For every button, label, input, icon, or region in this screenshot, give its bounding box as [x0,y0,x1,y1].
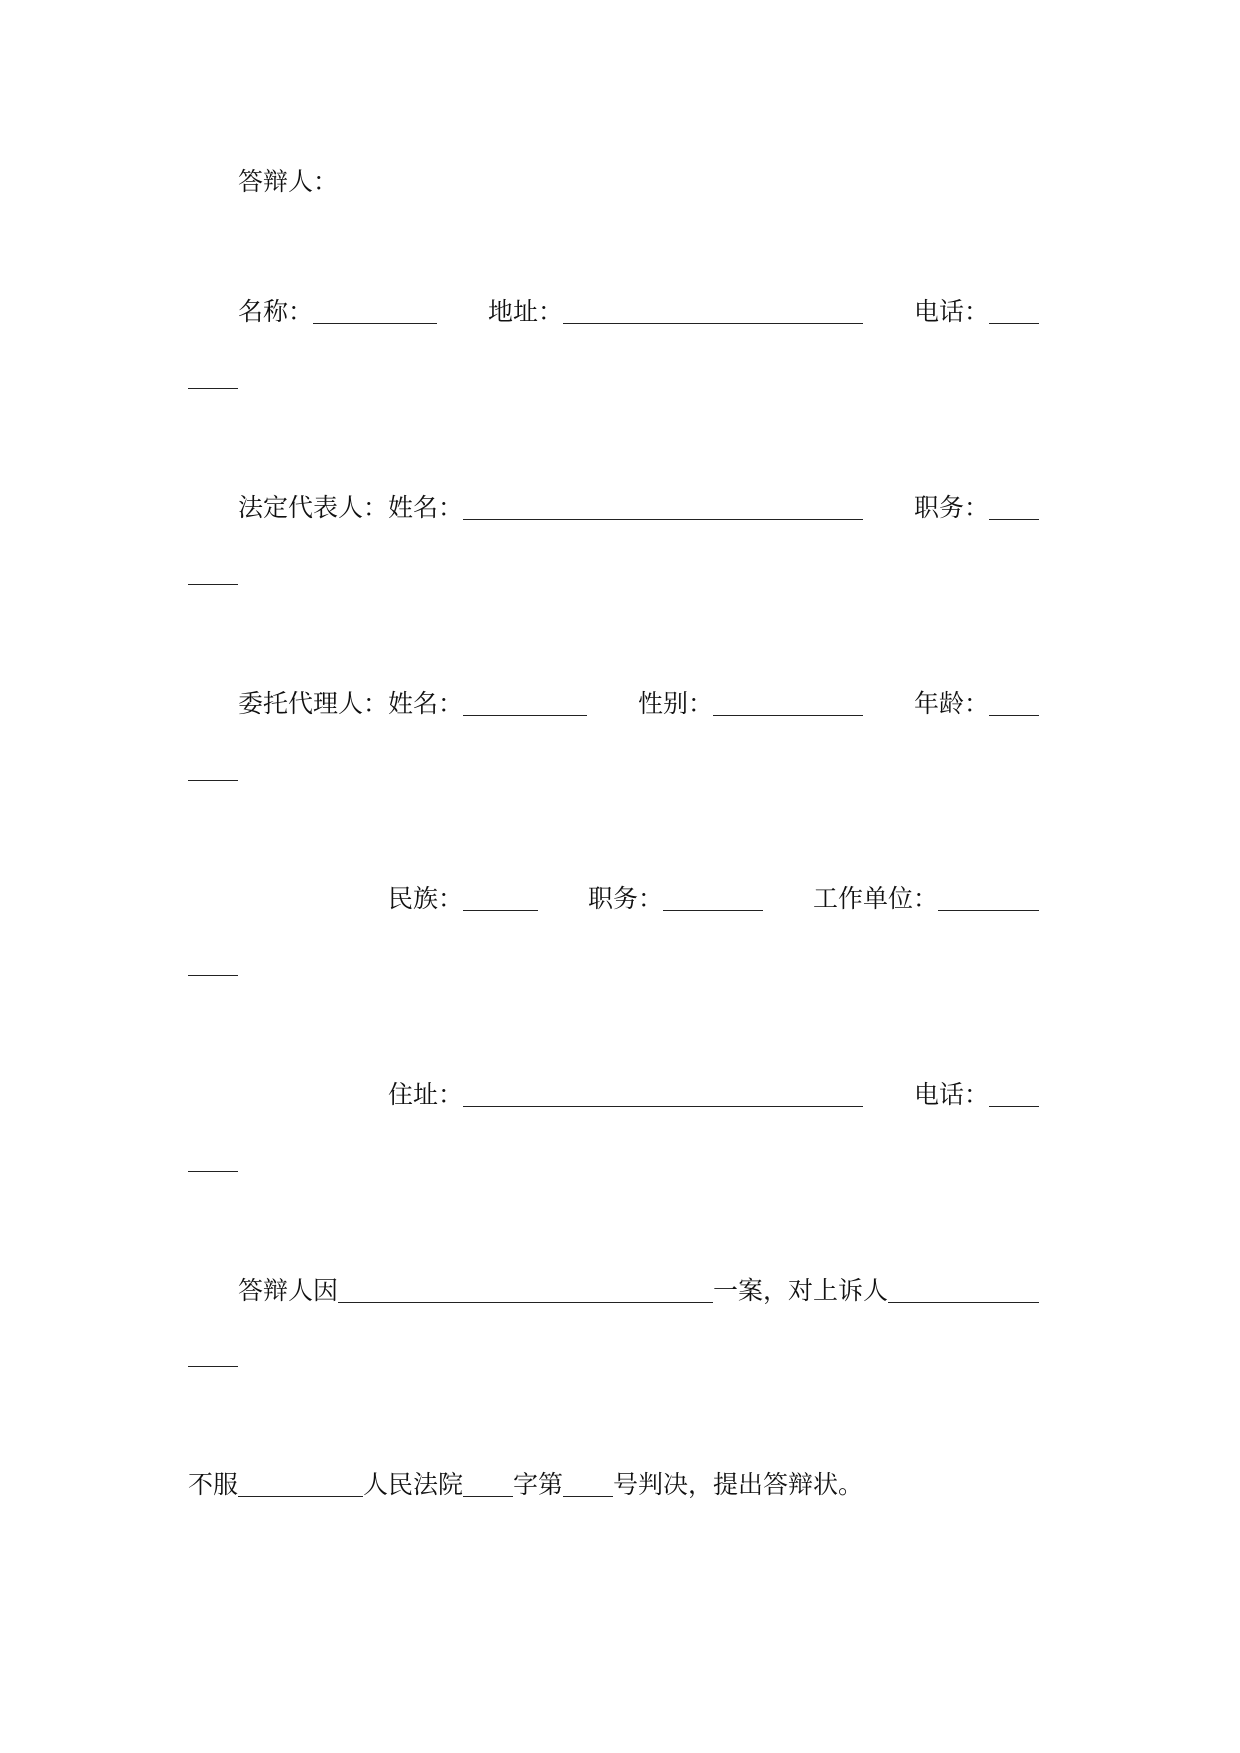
workplace-label: 工作单位： [813,884,939,913]
workplace-blank[interactable] [938,910,1039,911]
age-blank-wrap[interactable] [188,780,238,781]
legal-rep-position-label: 职务： [914,493,990,522]
gender-blank[interactable] [713,715,863,716]
name-blank[interactable] [313,323,437,324]
number-blank[interactable] [563,1496,613,1497]
agent-address-row [0,1080,1240,1112]
agent-detail-row [0,884,1240,916]
statement-row-1 [0,1276,1240,1308]
statement-middle: 一案，对上诉人 [713,1276,889,1305]
address-blank[interactable] [563,323,863,324]
legal-rep-position-blank-wrap[interactable] [188,584,238,585]
statement-row-2 [0,1470,1240,1502]
legal-rep-position-blank[interactable] [989,519,1039,520]
gender-label: 性别： [638,689,714,718]
residence-label: 住址： [388,1080,464,1109]
statement-line2-prefix: 不服 [188,1470,239,1499]
agent-phone-label: 电话： [914,1080,990,1109]
agent-phone-blank-wrap[interactable] [188,1171,238,1172]
appellant-blank-wrap[interactable] [188,1366,238,1367]
age-blank[interactable] [989,715,1039,716]
statement-prefix: 答辩人因 [238,1276,339,1305]
workplace-blank-wrap[interactable] [188,975,238,976]
respondent-heading [238,167,338,197]
phone-label: 电话： [914,297,990,326]
zi-blank[interactable] [463,1496,513,1497]
appellant-blank[interactable] [888,1302,1039,1303]
agent-name-blank[interactable] [463,715,587,716]
court-blank[interactable] [238,1496,363,1497]
agent-phone-blank[interactable] [989,1106,1039,1107]
org-row [0,297,1240,329]
phone-blank[interactable] [989,323,1039,324]
agent-label: 委托代理人：姓名： [238,689,464,718]
name-label: 名称： [238,297,314,326]
ethnicity-label: 民族： [388,884,464,913]
legal-rep-name-blank[interactable] [463,519,863,520]
statement-court: 人民法院 [363,1470,464,1499]
agent-position-blank[interactable] [663,910,763,911]
case-blank[interactable] [338,1302,713,1303]
respondent-heading-text: 答辩人： [238,167,339,196]
address-label: 地址： [488,297,564,326]
phone-blank-wrap[interactable] [188,388,238,389]
statement-suffix: 号判决，提出答辩状。 [613,1470,864,1499]
ethnicity-blank[interactable] [463,910,538,911]
residence-blank[interactable] [463,1106,863,1107]
legal-rep-label: 法定代表人：姓名： [238,493,464,522]
age-label: 年龄： [914,689,990,718]
legal-rep-row [0,493,1240,525]
agent-row [0,689,1240,721]
agent-position-label: 职务： [588,884,664,913]
statement-zi-di: 字第 [513,1470,564,1499]
